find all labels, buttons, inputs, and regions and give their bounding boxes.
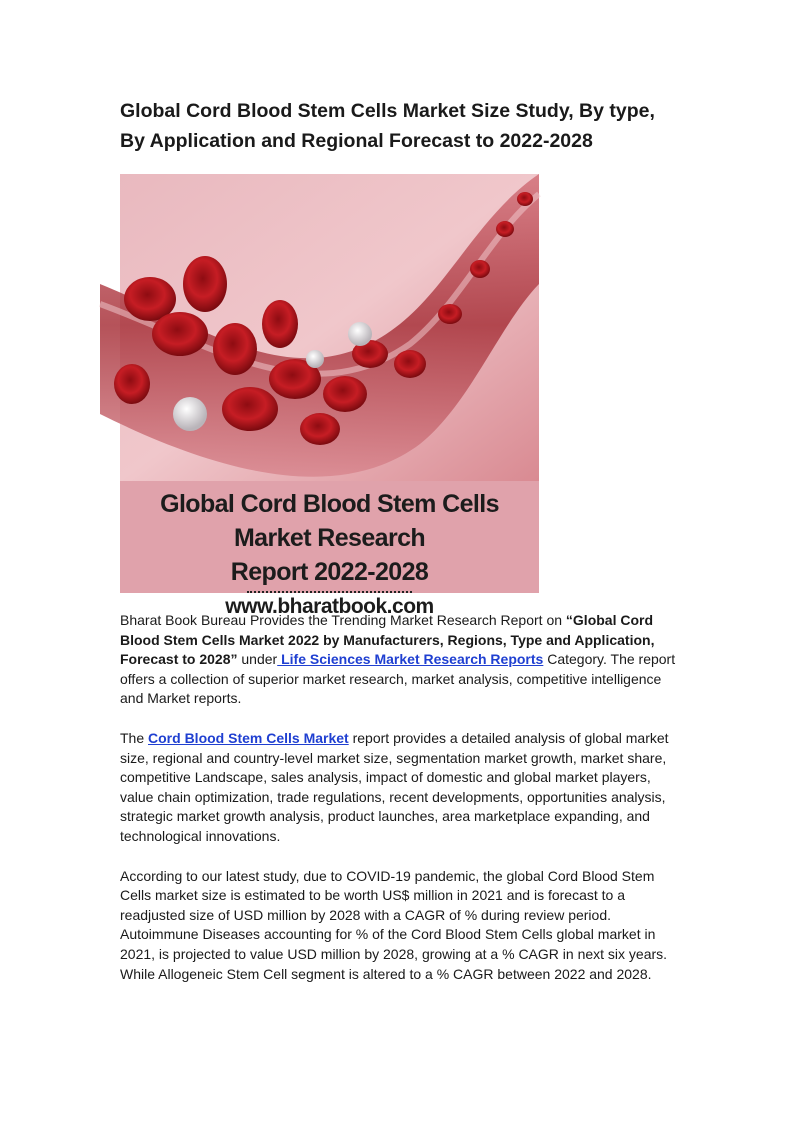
intro-text-1: Bharat Book Bureau Provides the Trending Market Research Report on: [120, 612, 566, 628]
intro-text-2: under: [237, 651, 278, 668]
cord-blood-market-link[interactable]: Cord Blood Stem Cells Market: [148, 729, 349, 746]
report-banner: [120, 481, 539, 618]
overview-paragraph: [120, 729, 676, 847]
document-page: [120, 96, 676, 984]
life-sciences-link[interactable]: Life Sciences Market Research Reports: [277, 651, 544, 668]
blood-vessel-illustration: [120, 174, 539, 481]
intro-report-name: “Global Cord Blood Stem Cells Market 2022 by Manufacturers, Regions, Type and Application, Forecast to 2028”: [120, 612, 655, 668]
banner-title-line2: Report 2022-2028: [230, 558, 429, 586]
overview-text-1: The: [120, 729, 149, 746]
hero-image: [120, 174, 539, 618]
document-title: Global Cord Blood Stem Cells Market Size Study, By type, By Application and Regional Forecast to 2022-2028: [120, 100, 655, 152]
intro-paragraph: [120, 611, 676, 709]
intro-text-3: Category. The report offers a collection of superior market research, market analysis, competitive intelligence and Market reports.: [120, 651, 676, 707]
overview-text-2: report provides a detailed analysis of global market size, regional and country-level market size, segmentation market growth, market share, competitive Landscape, sales analysis, impact of domestic and global market players, value chain optimization, trade regulations, recent developments, opportunities analysis, strategic market growth analysis, product launches, area marketplace expanding, and technological innovations.: [120, 729, 669, 844]
study-paragraph: According to our latest study, due to COVID-19 pandemic, the global Cord Blood Stem Cells market size is estimated to be worth US$ million in 2021 and is forecast to a readjusted size of USD million by 2028 with a CAGR of % during review period. Autoimmune Diseases accounting for % of the Cord Blood Stem Cells global market in 2021, is projected to value USD million by 2028, growing at a % CAGR in next six years. While Allogeneic Stem Cell segment is altered to a % CAGR between 2022 and 2028.: [120, 867, 668, 982]
banner-url: www.bharatbook.com: [225, 595, 434, 618]
banner-title-line1: Global Cord Blood Stem Cells Market Research: [160, 490, 499, 552]
